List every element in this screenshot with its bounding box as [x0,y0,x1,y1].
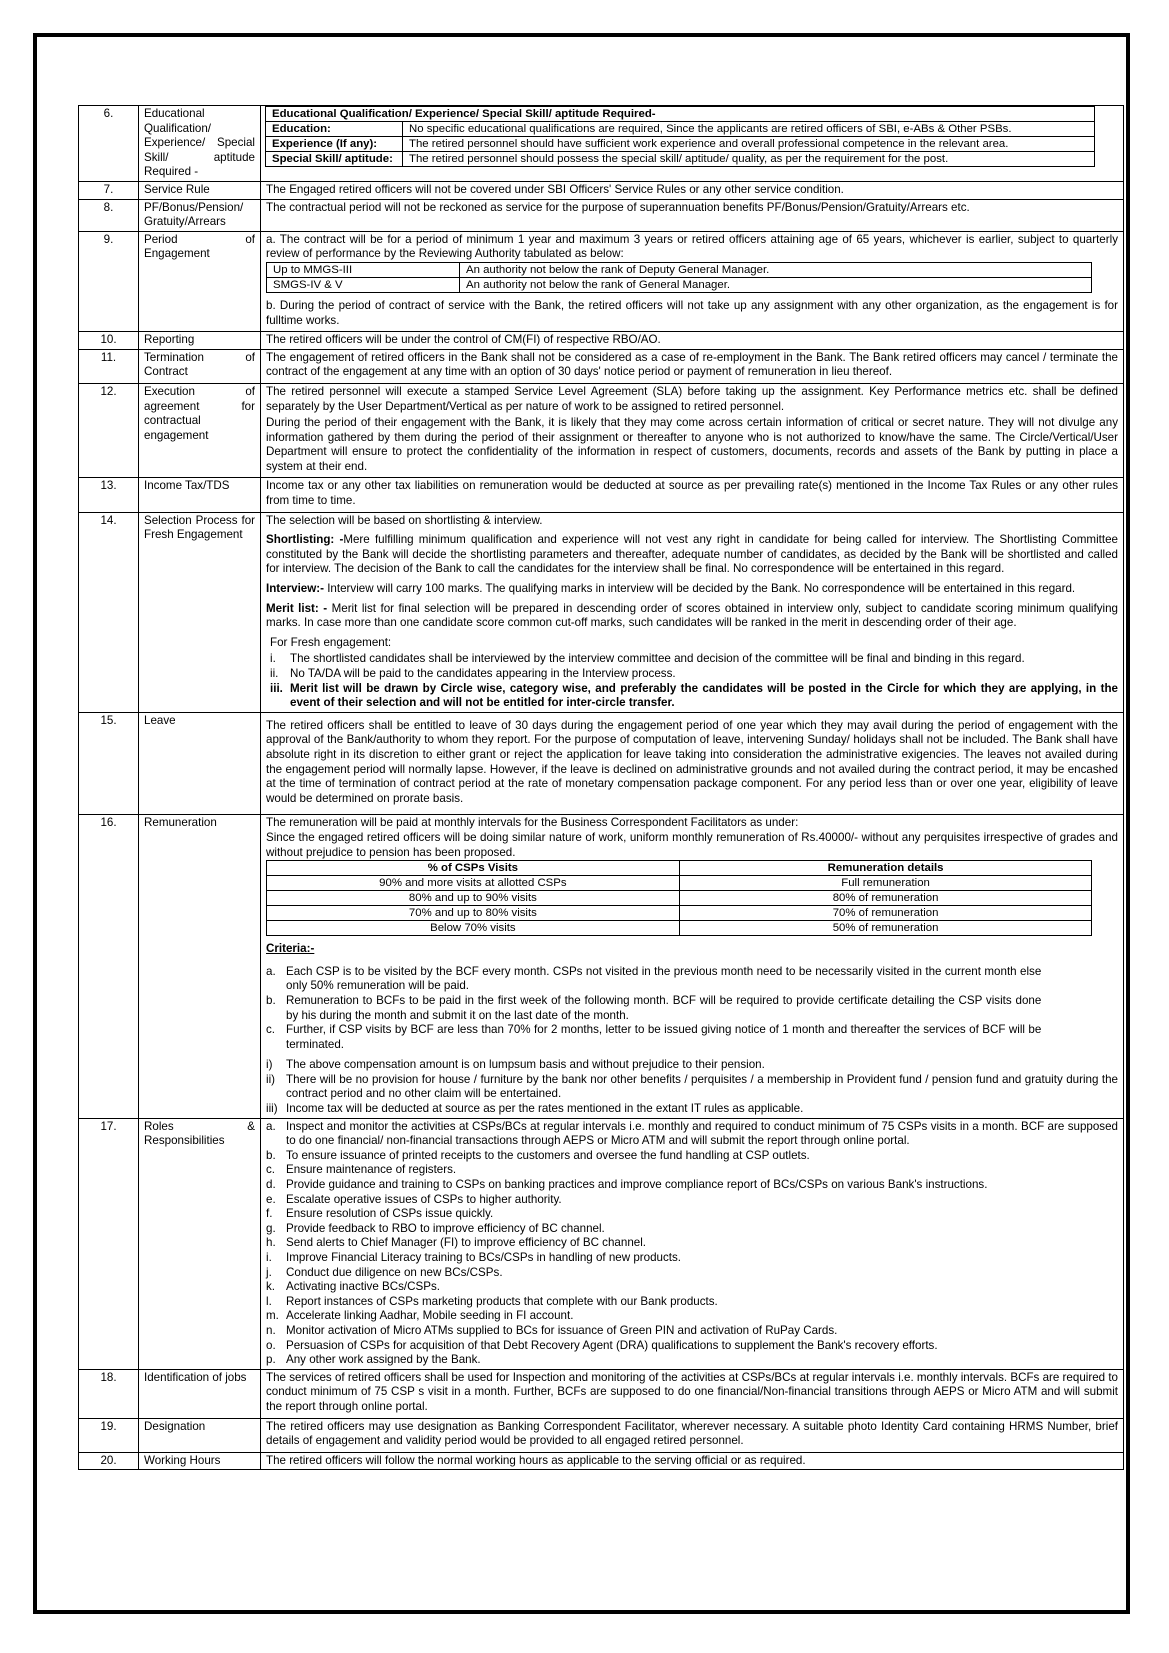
row-number: 6. [79,106,139,182]
row-label: Reporting [139,332,261,350]
row-number: 18. [79,1369,139,1418]
authority-cell: An authority not below the rank of General Manager. [460,277,1092,292]
list-item [266,1073,1118,1102]
period-clause-a: a. The contract will be for a period of minimum 1 year and maximum 3 years or retired officers attaining age of 65 years, whichever is earlier, subject to quarterly review of performance by the Reviewing Authority tabulated as below: [266,232,1118,261]
table-cell: 50% of remuneration [679,921,1092,936]
list-text: Income tax will be deducted at source as per the rates mentioned in the extant IT rules as applicable. [286,1102,804,1116]
list-text: Escalate operative issues of CSPs to higher authority. [286,1192,562,1206]
list-text: No TA/DA will be paid to the candidates appearing in the Interview process. [290,667,676,680]
row-9 [79,231,1124,331]
column-header: % of CSPs Visits [267,861,680,876]
row-6 [79,106,1124,182]
list-marker: o. [266,1338,276,1352]
list-marker: m. [266,1309,279,1323]
list-text: Report instances of CSPs marketing products that complete with our Bank products. [286,1294,718,1308]
list-marker: l. [266,1294,272,1308]
period-clause-b: b. During the period of contract of service with the Bank, the retired officers will not take up any assignment with any other organization, as the engagement is for fulltime works. [266,298,1118,327]
list-text: Further, if CSP visits by BCF are less than 70% for 2 months, letter to be issued giving notice of 1 month and thereafter the services of BCF will be terminated. [286,1023,1042,1051]
experience-value: The retired personnel should have sufficient work experience and overall professional competence in the relevant area. [403,137,1095,152]
skill-key: Special Skill/ aptitude: [266,152,403,167]
terms-table [78,105,1124,1470]
list-marker: p. [266,1353,276,1367]
row-label: Roles & Responsibilities [139,1118,261,1369]
list-item [266,994,1041,1023]
qualification-heading: Educational Qualification/ Experience/ Special Skill/ aptitude Required- [266,107,1095,122]
row-7 [79,181,1124,199]
row-16 [79,815,1124,1118]
row-number: 7. [79,181,139,199]
list-text: Provide guidance and training to CSPs on banking practices and improve compliance report of BCs/CSPs on various Bank's instructions. [286,1178,988,1192]
table-cell: 70% of remuneration [679,906,1092,921]
list-item [266,1193,1118,1208]
row-label: Working Hours [139,1452,261,1470]
list-text: Each CSP is to be visited by the BCF every month. CSPs not visited in the previous month need to be necessarily visited in the current month else only 50% remuneration will be paid. [286,964,1042,993]
remuneration-table [266,860,1092,936]
table-cell: Below 70% visits [267,921,680,936]
row-12 [79,383,1124,478]
list-item [266,1058,1118,1073]
grade-cell: SMGS-IV & V [267,277,460,292]
list-marker: ii) [266,1072,276,1086]
row-label: Educational Qualification/ Experience/ Special Skill/ aptitude Required - [139,106,261,182]
row-8 [79,199,1124,231]
list-text: To ensure issuance of printed receipts to the customers and oversee the fund handling at CSP outlets. [286,1148,810,1162]
shortlisting-key: Shortlisting: - [266,533,344,547]
list-item [266,1178,1118,1193]
selection-intro: The selection will be based on shortlisting & interview. [266,513,543,527]
list-marker: j. [266,1265,272,1279]
list-item [266,1280,1118,1295]
leave-text: The retired officers shall be entitled to leave of 30 days during the engagement period of one year which they may avail during the period of engagement with the approval of the Bank/authority to whom they report. For the purpose of computation of leave, intervening Sunday/ holidays shall not be included. The Bank shall have absolute right in its discretion to either grant or reject the application for leave taking into consideration the administrative exigencies. The leaves not availed during the engagement period will normally lapse. However, if the leave is declined on administrative grounds and not availed during the contract period, it may be encashed at the time of termination of contract period at the rate of monetary compensation package component. For any period less than or over one year, eligibility of leave would be determined on prorate basis. [266,718,1118,805]
row-18 [79,1369,1124,1418]
list-item [266,1163,1118,1178]
row-19 [79,1418,1124,1452]
list-text: Ensure resolution of CSPs issue quickly. [286,1207,494,1221]
skill-value: The retired personnel should possess the special skill/ aptitude/ quality, as per the requirement for the post. [403,152,1095,167]
row-label: PF/Bonus/Pension/ Gratuity/Arrears [139,199,261,231]
list-marker: c. [266,1023,276,1037]
row-number: 8. [79,199,139,231]
list-marker: e. [266,1192,276,1206]
row-number: 15. [79,712,139,815]
row-number: 9. [79,231,139,331]
merit-para [266,602,1118,631]
list-text: Conduct due diligence on new BCs/CSPs. [286,1265,503,1279]
list-marker: b. [266,1148,276,1162]
reviewing-authority-table [266,262,1092,293]
agreement-para-2: During the period of their engagement with the Bank, it is likely that they may come across certain information of critical or secret nature. They will not divulge any information gathered by them during the period of their assignment or thereafter to anyone who is not authorized to know/have the same. The Circle/Vertical/User Department will ensure to protect the confidentiality of the information in respect of customers, documents, records and assets of the Bank by putting in place a system at their end. [266,416,1118,473]
qualification-table [265,106,1095,167]
list-item [266,1339,1118,1354]
list-item [266,1353,1118,1368]
education-value: No specific educational qualifications are required, Since the applicants are retired officers of SBI, e-ABs & Other PSBs. [403,122,1095,137]
row-20 [79,1452,1124,1470]
interview-para [266,582,1118,597]
list-item [266,1236,1118,1251]
row-text: The engagement of retired officers in the Bank shall not be considered as a case of re-employment in the Bank. The Bank retired officers may cancel / terminate the contract of the engagement at any time with an option of 30 days' notice period or payment of remuneration in lieu thereof. [266,350,1118,379]
list-item [270,667,1118,682]
interview-key: Interview:- [266,582,324,596]
list-item [266,1222,1118,1237]
list-marker: iii) [266,1102,278,1116]
row-text: The services of retired officers shall be used for Inspection and monitoring of the activities at CSPs/BCs at regular intervals i.e. monthly intervals. BCFs are required to conduct minimum of 75 CSP s visit in a month. Further, BCFs are supposed to do one financial/Non-financial transitions through AEPS or Micro ATM and will submit the report through online portal. [266,1370,1118,1413]
list-marker: k. [266,1280,276,1294]
list-marker: a. [266,964,276,978]
table-cell: 70% and up to 80% visits [267,906,680,921]
row-label: Designation [139,1418,261,1452]
row-number: 19. [79,1418,139,1452]
row-text: The retired officers may use designation as Banking Correspondent Facilitator, wherever necessary. A suitable photo Identity Card containing HRMS Number, brief details of engagement and validity period would be provided to all engaged retired personnel. [266,1419,1118,1448]
list-text: Inspect and monitor the activities at CSPs/BCs at regular intervals i.e. monthly and required to conduct minimum of 75 CSPs visits in a month. BCF are supposed to do one financial/ non-financial transactions through AEPS or Micro ATM and will submit the report through online portal. [286,1119,1118,1148]
list-text: Activating inactive BCs/CSPs. [286,1280,440,1294]
row-label: Income Tax/TDS [139,478,261,512]
table-cell: 90% and more visits at allotted CSPs [267,876,680,891]
list-item [270,652,1118,667]
list-marker: i. [266,1251,272,1264]
list-text: The above compensation amount is on lumpsum basis and without prejudice to their pension. [286,1058,765,1072]
list-marker: iii. [270,681,283,695]
row-text: The Engaged retired officers will not be covered under SBI Officers' Service Rules or any other service condition. [261,181,1124,199]
row-number: 12. [79,383,139,478]
row-14 [79,512,1124,712]
merit-key: Merit list: - [266,601,328,615]
list-item [270,682,1118,711]
list-text: There will be no provision for house / furniture by the bank nor other benefits / perquisites / a membership in Provident fund / pension fund and gratuity during the contract period and no other claim will be entertained. [286,1072,1118,1101]
experience-key: Experience (If any): [266,137,403,152]
row-text: Income tax or any other tax liabilities on remuneration would be deducted at source as per prevailing rate(s) mentioned in the Income Tax Rules or any other rules from time to time. [266,479,1118,508]
list-item [266,1149,1118,1164]
authority-cell: An authority not below the rank of Deputy General Manager. [460,262,1092,277]
list-text: Remuneration to BCFs to be paid in the first week of the following month. BCF will be required to provide certificate detailing the CSP visits done by his during the month and submit it on the last date of the month. [286,993,1042,1022]
list-text: Persuasion of CSPs for acquisition of that Debt Recovery Agent (DRA) qualifications to supplement the Bank's recovery efforts. [286,1338,938,1352]
row-10 [79,332,1124,350]
list-item [266,1309,1118,1324]
row-label: Identification of jobs [139,1369,261,1418]
list-item [266,1251,1118,1266]
list-marker: b. [266,993,276,1007]
list-text: The shortlisted candidates shall be interviewed by the interview committee and decision of the committee will be final and binding in this regard. [290,652,1025,666]
list-item [266,1023,1041,1052]
interview-text: Interview will carry 100 marks. The qualifying marks in interview will be decided by the Bank. No correspondence will be entertained in this regard. [323,582,1076,596]
table-cell: Full remuneration [679,876,1092,891]
list-marker: f. [266,1207,273,1221]
list-marker: g. [266,1221,276,1235]
fresh-engagement-heading: For Fresh engagement: [270,635,392,649]
list-text: Ensure maintenance of registers. [286,1163,457,1177]
list-marker: n. [266,1323,276,1337]
list-item [266,965,1041,994]
agreement-para-1: The retired personnel will execute a stamped Service Level Agreement (SLA) before taking up the assignment. Key Performance metrics etc. shall be defined separately by the User Department/Vertical as per nature of work to be assigned to retired personnel. [266,384,1118,413]
list-item [266,1295,1118,1310]
row-17 [79,1118,1124,1369]
row-label: Period of Engagement [139,231,261,331]
merit-text: Merit list for final selection will be prepared in descending order of scores obtained in interview only, subject to candidate scoring minimum qualifying marks. In case more than one candidate score common cut-off marks, such candidates will be ranked in the merit in descending order of their age. [266,601,1118,630]
row-label: Service Rule [139,181,261,199]
list-marker: c. [266,1163,276,1177]
list-text: Improve Financial Literacy training to BCs/CSPs in handling of new products. [286,1251,682,1264]
criteria-heading: Criteria:- [266,942,315,956]
table-cell: 80% of remuneration [679,891,1092,906]
list-text: Any other work assigned by the Bank. [286,1353,481,1367]
list-text: Monitor activation of Micro ATMs supplied to BCs for issuance of Green PIN and activation of RuPay Cards. [286,1323,838,1337]
remuneration-para-2: Since the engaged retired officers will be doing similar nature of work, uniform monthly remuneration of Rs.40000/- without any perquisites irrespective of grades and without prejudice to pension has been proposed. [266,830,1118,859]
column-header: Remuneration details [679,861,1092,876]
row-number: 16. [79,815,139,1118]
list-text: Merit list will be drawn by Circle wise, category wise, and preferably the candidates will be posted in the Circle for which they are applying, in the event of their selection and will not be entitled for inter-circle transfer. [290,681,1118,710]
remuneration-para-1: The remuneration will be paid at monthly intervals for the Business Correspondent Facilitators as under: [266,816,799,830]
row-label: Execution of agreement for contractual engagement [139,383,261,478]
list-marker: d. [266,1178,276,1192]
list-item [266,1120,1118,1149]
row-label: Leave [139,712,261,815]
row-11 [79,349,1124,383]
list-marker: i) [266,1058,273,1072]
row-13 [79,478,1124,512]
list-marker: a. [266,1119,276,1133]
grade-cell: Up to MMGS-III [267,262,460,277]
list-text: Send alerts to Chief Manager (FI) to improve efficiency of BC channel. [286,1236,647,1250]
education-key: Education: [266,122,403,137]
shortlisting-text: Mere fulfilling minimum qualification and experience will not vest any right in candidate for being called for interview. The Shortlisting Committee constituted by the Bank will decide the shortlisting parameters and thereafter, adequate number of candidates, as decided by the Bank will be shortlisted and called for interview. The decision of the Bank to call the candidates for the interview shall be final. No correspondence will be entertained in this regard. [266,533,1118,576]
list-text: Provide feedback to RBO to improve efficiency of BC channel. [286,1221,605,1235]
list-text: Accelerate linking Aadhar, Mobile seeding in FI account. [286,1309,574,1323]
list-marker: h. [266,1236,276,1250]
list-item [266,1102,1118,1117]
row-text: The retired officers will be under the control of CM(FI) of respective RBO/AO. [261,332,1124,350]
list-marker: i. [270,652,276,666]
row-label: Selection Process for Fresh Engagement [139,512,261,712]
list-item [266,1266,1118,1281]
row-number: 14. [79,512,139,712]
row-number: 10. [79,332,139,350]
shortlisting-para [266,533,1118,577]
row-label: Remuneration [139,815,261,1118]
row-15 [79,712,1124,815]
list-marker: ii. [270,667,279,680]
row-text: The contractual period will not be reckoned as service for the purpose of superannuation benefits PF/Bonus/Pension/Gratuity/Arrears etc. [261,199,1124,231]
row-number: 13. [79,478,139,512]
row-text: The retired officers will follow the normal working hours as applicable to the serving official or as required. [261,1452,1124,1470]
row-label: Termination of Contract [139,349,261,383]
row-number: 17. [79,1118,139,1369]
table-cell: 80% and up to 90% visits [267,891,680,906]
row-number: 20. [79,1452,139,1470]
row-number: 11. [79,349,139,383]
list-item [266,1207,1118,1222]
roles-list [261,1118,1124,1369]
list-item [266,1324,1118,1339]
